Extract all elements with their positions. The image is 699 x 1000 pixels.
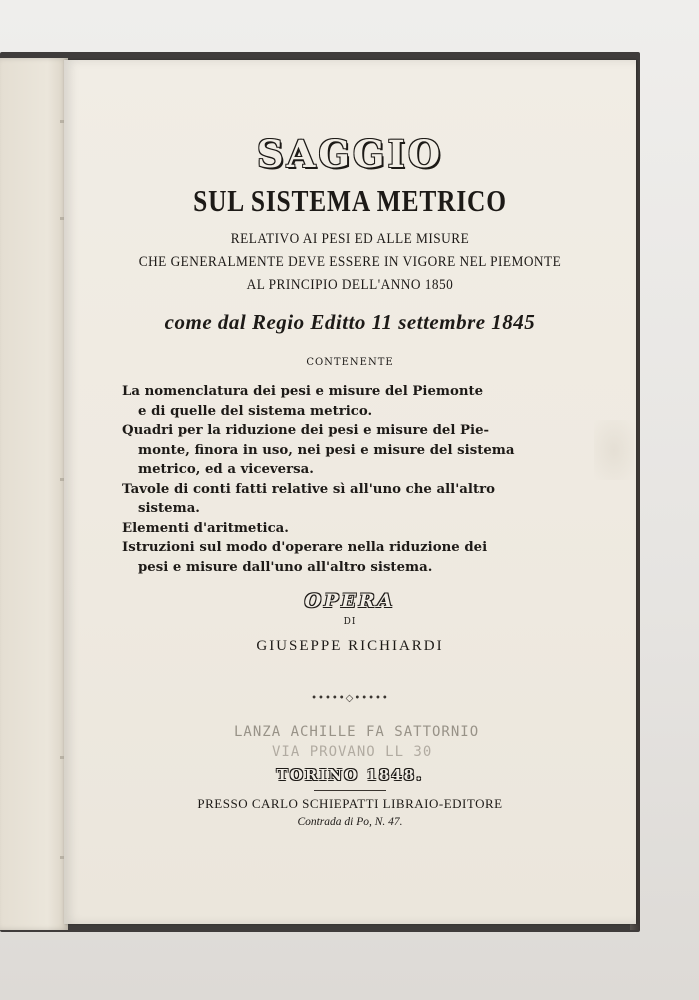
description-line: AL PRINCIPIO DELL'ANNO 1850: [246, 277, 454, 293]
title-page: [64, 60, 636, 924]
contents-line: Elementi d'aritmetica.: [122, 520, 289, 536]
main-title: SAGGIO: [256, 132, 444, 176]
contents-line: Istruzioni sul modo d'operare nella riduzione dei: [122, 540, 488, 555]
place-year: TORINO 1848.: [276, 766, 424, 784]
contents-list: [122, 382, 562, 577]
edict-line: come dal Regio Editto 11 settembre 1845: [164, 310, 536, 334]
contents-line: monte, finora in uso, nei pesi e misure del sistema: [138, 442, 515, 458]
contents-heading: CONTENENTE: [306, 357, 394, 368]
contents-line: e di quelle del sistema metrico.: [138, 403, 373, 419]
description-line: RELATIVO AI PESI ED ALLE MISURE: [230, 231, 470, 247]
contents-line: La nomenclatura dei pesi e misure del Piemonte: [122, 384, 484, 399]
author-name: GIUSEPPE RICHIARDI: [256, 638, 444, 654]
subtitle: SUL SISTEMA METRICO: [193, 183, 507, 218]
divider-rule: [314, 790, 386, 791]
description-line: CHE GENERALMENTE DEVE ESSERE IN VIGORE NEL PIEMONTE: [138, 254, 562, 270]
opera-label: OPERA: [304, 590, 396, 612]
ornament-divider: •••••◇•••••: [311, 693, 389, 704]
contents-line: Quadri per la riduzione dei pesi e misure del Pie-: [122, 423, 490, 438]
contents-line: pesi e misure dall'uno all'altro sistema.: [138, 559, 433, 575]
owner-stamp-line-2: VIA PROVANO LL 30: [272, 744, 433, 760]
publisher-line: PRESSO CARLO SCHIEPATTI LIBRAIO-EDITORE: [197, 796, 503, 811]
page-stain: [594, 420, 634, 480]
owner-stamp-line-1: LANZA ACHILLE FA SATTORNIO: [234, 724, 480, 740]
contents-line: sistema.: [138, 501, 200, 516]
left-page-leaf: [0, 58, 68, 930]
contents-line: metrico, ed a viceversa.: [138, 462, 314, 477]
publisher-address: Contrada di Po, N. 47.: [297, 816, 403, 828]
di-label: DI: [343, 617, 357, 627]
contents-line: Tavole di conti fatti relative sì all'uno che all'altro: [122, 481, 495, 497]
